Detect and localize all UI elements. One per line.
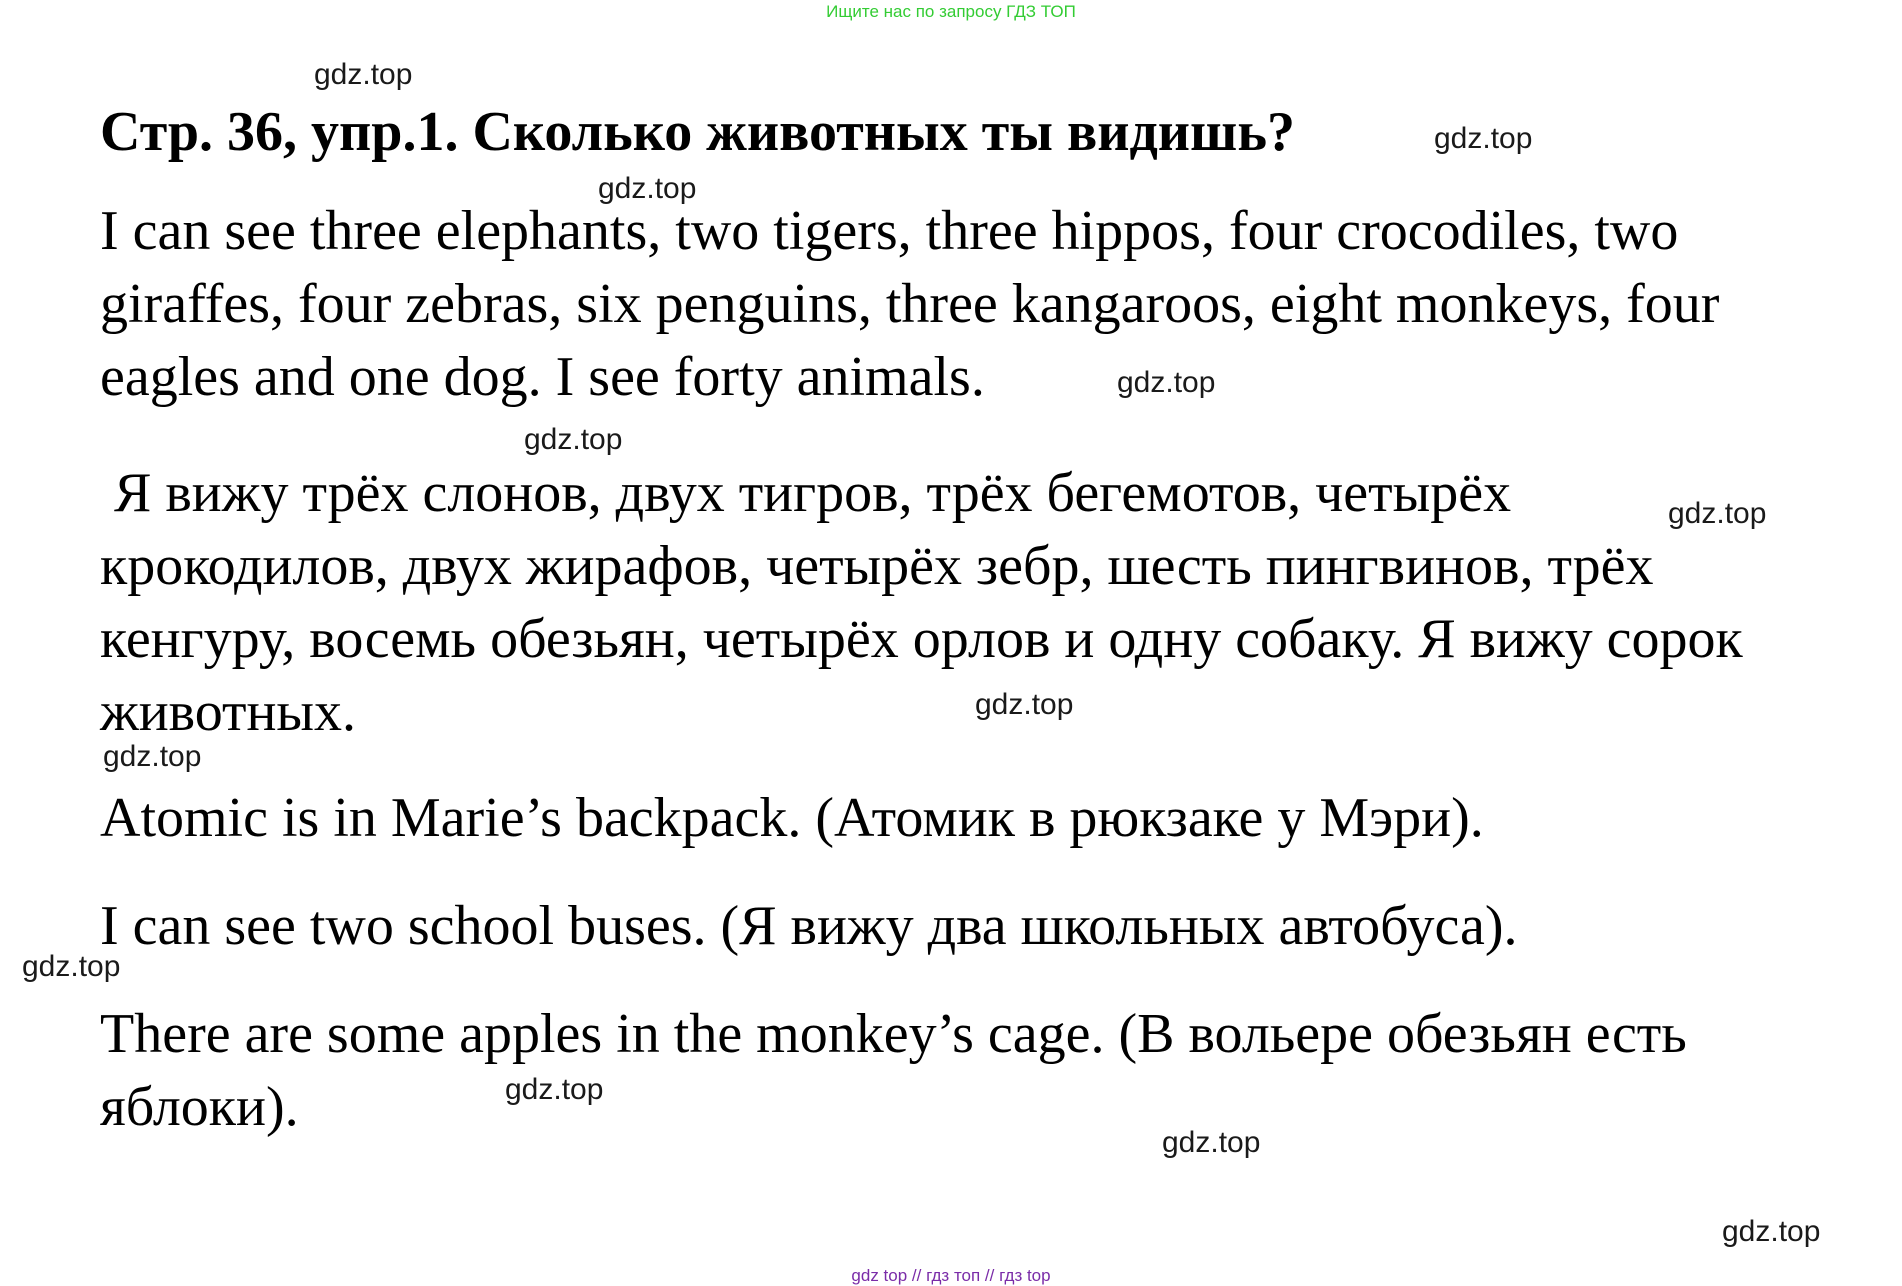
page-title: Стр. 36, упр.1. Сколько животных ты видишь?	[100, 101, 1295, 163]
text-line: кенгуру, восемь обезьян, четырёх орлов и одну собаку. Я вижу сорок	[100, 608, 1743, 670]
watermark: gdz.top	[505, 1073, 604, 1106]
text-line: Я вижу трёх слонов, двух тигров, трёх бегемотов, четырёх	[100, 462, 1512, 524]
text-line: I can see two school buses. (Я вижу два школьных автобуса).	[100, 895, 1518, 957]
watermark: gdz.top	[22, 950, 121, 983]
text-line: крокодилов, двух жирафов, четырёх зебр, шесть пингвинов, трёх	[100, 535, 1654, 597]
english-answer-paragraph	[100, 195, 1880, 414]
watermark: gdz.top	[598, 172, 697, 205]
text-line: eagles and one dog. I see forty animals.	[100, 346, 985, 408]
text-line: яблоки).	[100, 1076, 299, 1138]
text-line: животных.	[100, 681, 357, 743]
text-line: Atomic is in Marie’s backpack. (Атомик в рюкзаке у Мэри).	[100, 787, 1484, 849]
watermark: gdz.top	[1434, 122, 1533, 155]
footer-watermark: gdz top // гдз топ // гдз top	[851, 1266, 1051, 1285]
watermark: gdz.top	[1668, 497, 1767, 530]
text-line: There are some apples in the monkey’s cage. (В вольере обезьян есть	[100, 1003, 1687, 1065]
apples-answer-paragraph	[100, 998, 1880, 1144]
text-line: giraffes, four zebras, six penguins, three kangaroos, eight monkeys, four	[100, 273, 1720, 335]
buses-answer-paragraph	[100, 890, 1880, 963]
watermark: gdz.top	[524, 423, 623, 456]
watermark: gdz.top	[314, 58, 413, 91]
atomic-answer-paragraph	[100, 782, 1880, 855]
watermark: gdz.top	[975, 688, 1074, 721]
watermark: gdz.top	[103, 740, 202, 773]
watermark: gdz.top	[1162, 1126, 1261, 1159]
watermark: gdz.top	[1117, 366, 1216, 399]
text-line: I can see three elephants, two tigers, three hippos, four crocodiles, two	[100, 200, 1679, 262]
top-banner: Ищите нас по запросу ГДЗ ТОП	[826, 2, 1076, 21]
watermark: gdz.top	[1722, 1215, 1821, 1248]
